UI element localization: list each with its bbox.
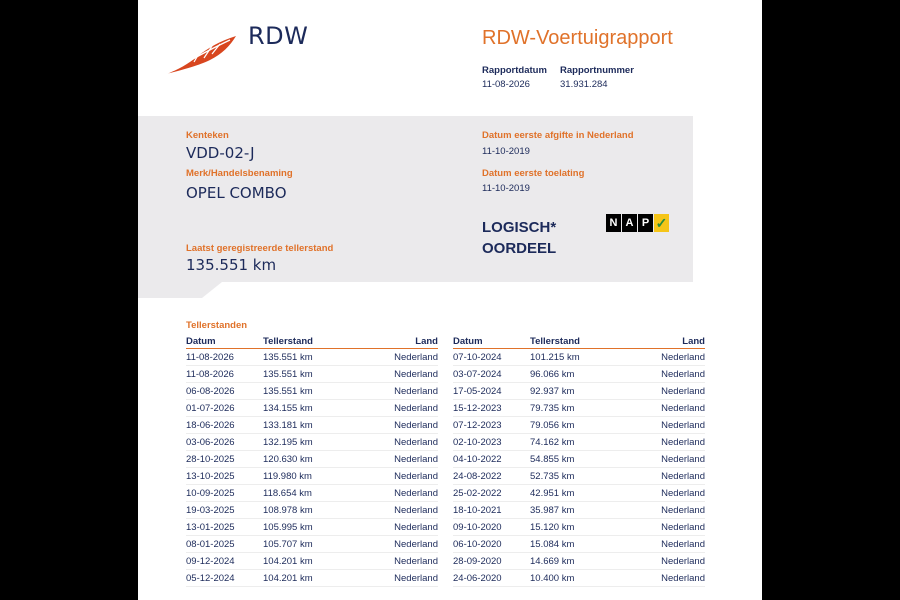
tellerstand-cell: 14.669 km bbox=[530, 553, 627, 570]
datum-cell: 04-10-2022 bbox=[453, 451, 530, 468]
datum-cell: 24-08-2022 bbox=[453, 468, 530, 485]
odometer-table-right bbox=[453, 336, 705, 587]
col-datum: Datum bbox=[186, 336, 263, 349]
tellerstand-cell: 79.735 km bbox=[530, 400, 627, 417]
table-row bbox=[453, 434, 705, 451]
table-row bbox=[186, 553, 438, 570]
tellerstand-cell: 104.201 km bbox=[263, 570, 360, 587]
table-row bbox=[453, 383, 705, 400]
tellerstand-cell: 96.066 km bbox=[530, 366, 627, 383]
datum-cell: 11-08-2026 bbox=[186, 366, 263, 383]
datum-cell: 05-12-2024 bbox=[186, 570, 263, 587]
table-row bbox=[453, 485, 705, 502]
datum-cell: 24-06-2020 bbox=[453, 570, 530, 587]
land-cell: Nederland bbox=[360, 400, 438, 417]
nap-letter-p: P bbox=[638, 214, 653, 232]
table-row bbox=[453, 468, 705, 485]
land-cell: Nederland bbox=[627, 434, 705, 451]
rapportdatum-value: 11-08-2026 bbox=[482, 79, 530, 90]
report-page bbox=[138, 0, 762, 600]
datum-cell: 03-07-2024 bbox=[453, 366, 530, 383]
table-row bbox=[453, 400, 705, 417]
tellerstand-cell: 119.980 km bbox=[263, 468, 360, 485]
tellerstand-cell: 52.735 km bbox=[530, 468, 627, 485]
col-tellerstand: Tellerstand bbox=[263, 336, 360, 349]
nap-logo bbox=[606, 214, 670, 232]
tellerstand-cell: 54.855 km bbox=[530, 451, 627, 468]
datum-cell: 09-10-2020 bbox=[453, 519, 530, 536]
datum-cell: 13-01-2025 bbox=[186, 519, 263, 536]
table-row bbox=[186, 485, 438, 502]
rapportnummer-label: Rapportnummer bbox=[560, 65, 634, 76]
tellerstand-cell: 134.155 km bbox=[263, 400, 360, 417]
datum-cell: 28-10-2025 bbox=[186, 451, 263, 468]
merk-value: OPEL COMBO bbox=[186, 184, 287, 202]
toelating-label: Datum eerste toelating bbox=[482, 168, 585, 179]
land-cell: Nederland bbox=[360, 434, 438, 451]
land-cell: Nederland bbox=[627, 366, 705, 383]
rdw-feather-logo-icon bbox=[164, 34, 238, 76]
datum-cell: 02-10-2023 bbox=[453, 434, 530, 451]
datum-cell: 09-12-2024 bbox=[186, 553, 263, 570]
land-cell: Nederland bbox=[627, 468, 705, 485]
land-cell: Nederland bbox=[360, 417, 438, 434]
datum-cell: 25-02-2022 bbox=[453, 485, 530, 502]
tellerstand-cell: 133.181 km bbox=[263, 417, 360, 434]
table-row bbox=[186, 468, 438, 485]
kenteken-value: VDD-02-J bbox=[186, 144, 255, 162]
tellerstand-cell: 120.630 km bbox=[263, 451, 360, 468]
tellerstand-label: Laatst geregistreerde tellerstand bbox=[186, 243, 334, 254]
land-cell: Nederland bbox=[360, 519, 438, 536]
land-cell: Nederland bbox=[360, 502, 438, 519]
tellerstand-cell: 108.978 km bbox=[263, 502, 360, 519]
table-row bbox=[186, 502, 438, 519]
land-cell: Nederland bbox=[627, 519, 705, 536]
land-cell: Nederland bbox=[627, 451, 705, 468]
land-cell: Nederland bbox=[627, 485, 705, 502]
tellerstand-cell: 92.937 km bbox=[530, 383, 627, 400]
table-row bbox=[453, 536, 705, 553]
toelating-value: 11-10-2019 bbox=[482, 183, 530, 194]
datum-cell: 15-12-2023 bbox=[453, 400, 530, 417]
tellerstanden-title: Tellerstanden bbox=[186, 320, 248, 331]
datum-cell: 06-10-2020 bbox=[453, 536, 530, 553]
nap-letter-n: N bbox=[606, 214, 621, 232]
land-cell: Nederland bbox=[360, 536, 438, 553]
table-row bbox=[186, 536, 438, 553]
datum-cell: 03-06-2026 bbox=[186, 434, 263, 451]
tellerstand-cell: 132.195 km bbox=[263, 434, 360, 451]
land-cell: Nederland bbox=[627, 417, 705, 434]
datum-cell: 28-09-2020 bbox=[453, 553, 530, 570]
table-row bbox=[186, 400, 438, 417]
table-row bbox=[186, 417, 438, 434]
tellerstand-cell: 135.551 km bbox=[263, 383, 360, 400]
rapportdatum-label: Rapportdatum bbox=[482, 65, 547, 76]
rapportnummer-value: 31.931.284 bbox=[560, 79, 608, 90]
col-tellerstand: Tellerstand bbox=[530, 336, 627, 349]
land-cell: Nederland bbox=[360, 468, 438, 485]
datum-cell: 11-08-2026 bbox=[186, 349, 263, 366]
datum-cell: 18-10-2021 bbox=[453, 502, 530, 519]
tellerstand-cell: 135.551 km bbox=[263, 366, 360, 383]
checkmark-icon: ✓ bbox=[655, 215, 668, 231]
odometer-table-left bbox=[186, 336, 438, 587]
datum-cell: 06-08-2026 bbox=[186, 383, 263, 400]
table-row bbox=[453, 519, 705, 536]
tellerstand-cell: 10.400 km bbox=[530, 570, 627, 587]
tellerstand-cell: 135.551 km bbox=[263, 349, 360, 366]
datum-cell: 07-12-2023 bbox=[453, 417, 530, 434]
tellerstand-cell: 105.995 km bbox=[263, 519, 360, 536]
land-cell: Nederland bbox=[627, 536, 705, 553]
tellerstand-cell: 15.084 km bbox=[530, 536, 627, 553]
datum-cell: 08-01-2025 bbox=[186, 536, 263, 553]
land-cell: Nederland bbox=[360, 451, 438, 468]
datum-cell: 07-10-2024 bbox=[453, 349, 530, 366]
table-row bbox=[453, 451, 705, 468]
land-cell: Nederland bbox=[360, 349, 438, 366]
col-land: Land bbox=[627, 336, 705, 349]
land-cell: Nederland bbox=[627, 349, 705, 366]
logisch-oordeel bbox=[482, 217, 556, 259]
table-row bbox=[453, 570, 705, 587]
datum-cell: 13-10-2025 bbox=[186, 468, 263, 485]
land-cell: Nederland bbox=[360, 553, 438, 570]
table-row bbox=[453, 349, 705, 366]
land-cell: Nederland bbox=[360, 366, 438, 383]
kenteken-label: Kenteken bbox=[186, 130, 229, 141]
tellerstand-cell: 35.987 km bbox=[530, 502, 627, 519]
table-row bbox=[186, 383, 438, 400]
afgifte-value: 11-10-2019 bbox=[482, 146, 530, 157]
table-row bbox=[453, 502, 705, 519]
tellerstand-cell: 74.162 km bbox=[530, 434, 627, 451]
merk-label: Merk/Handelsbenaming bbox=[186, 168, 293, 179]
table-row bbox=[186, 570, 438, 587]
tellerstand-cell: 42.951 km bbox=[530, 485, 627, 502]
tellerstand-cell: 104.201 km bbox=[263, 553, 360, 570]
table-row bbox=[453, 553, 705, 570]
table-row bbox=[186, 349, 438, 366]
col-datum: Datum bbox=[453, 336, 530, 349]
datum-cell: 01-07-2026 bbox=[186, 400, 263, 417]
oordeel-line1: LOGISCH* bbox=[482, 219, 557, 236]
nap-letter-a: A bbox=[622, 214, 637, 232]
land-cell: Nederland bbox=[360, 570, 438, 587]
report-title: RDW-Voertuigrapport bbox=[482, 27, 673, 49]
datum-cell: 10-09-2025 bbox=[186, 485, 263, 502]
datum-cell: 18-06-2026 bbox=[186, 417, 263, 434]
datum-cell: 17-05-2024 bbox=[453, 383, 530, 400]
afgifte-label: Datum eerste afgifte in Nederland bbox=[482, 130, 634, 141]
tellerstand-cell: 118.654 km bbox=[263, 485, 360, 502]
brand-name: RDW bbox=[248, 22, 309, 50]
tellerstand-cell: 15.120 km bbox=[530, 519, 627, 536]
table-row bbox=[186, 451, 438, 468]
tellerstand-cell: 101.215 km bbox=[530, 349, 627, 366]
table-row bbox=[186, 434, 438, 451]
tellerstand-cell: 79.056 km bbox=[530, 417, 627, 434]
tellerstand-value: 135.551 km bbox=[186, 256, 277, 274]
land-cell: Nederland bbox=[627, 570, 705, 587]
col-land: Land bbox=[360, 336, 438, 349]
land-cell: Nederland bbox=[627, 383, 705, 400]
land-cell: Nederland bbox=[360, 383, 438, 400]
table-row bbox=[186, 366, 438, 383]
datum-cell: 19-03-2025 bbox=[186, 502, 263, 519]
tellerstand-cell: 105.707 km bbox=[263, 536, 360, 553]
table-row bbox=[453, 417, 705, 434]
oordeel-line2: OORDEEL bbox=[482, 240, 557, 257]
land-cell: Nederland bbox=[627, 553, 705, 570]
table-row bbox=[453, 366, 705, 383]
table-row bbox=[186, 519, 438, 536]
land-cell: Nederland bbox=[360, 485, 438, 502]
land-cell: Nederland bbox=[627, 400, 705, 417]
land-cell: Nederland bbox=[627, 502, 705, 519]
